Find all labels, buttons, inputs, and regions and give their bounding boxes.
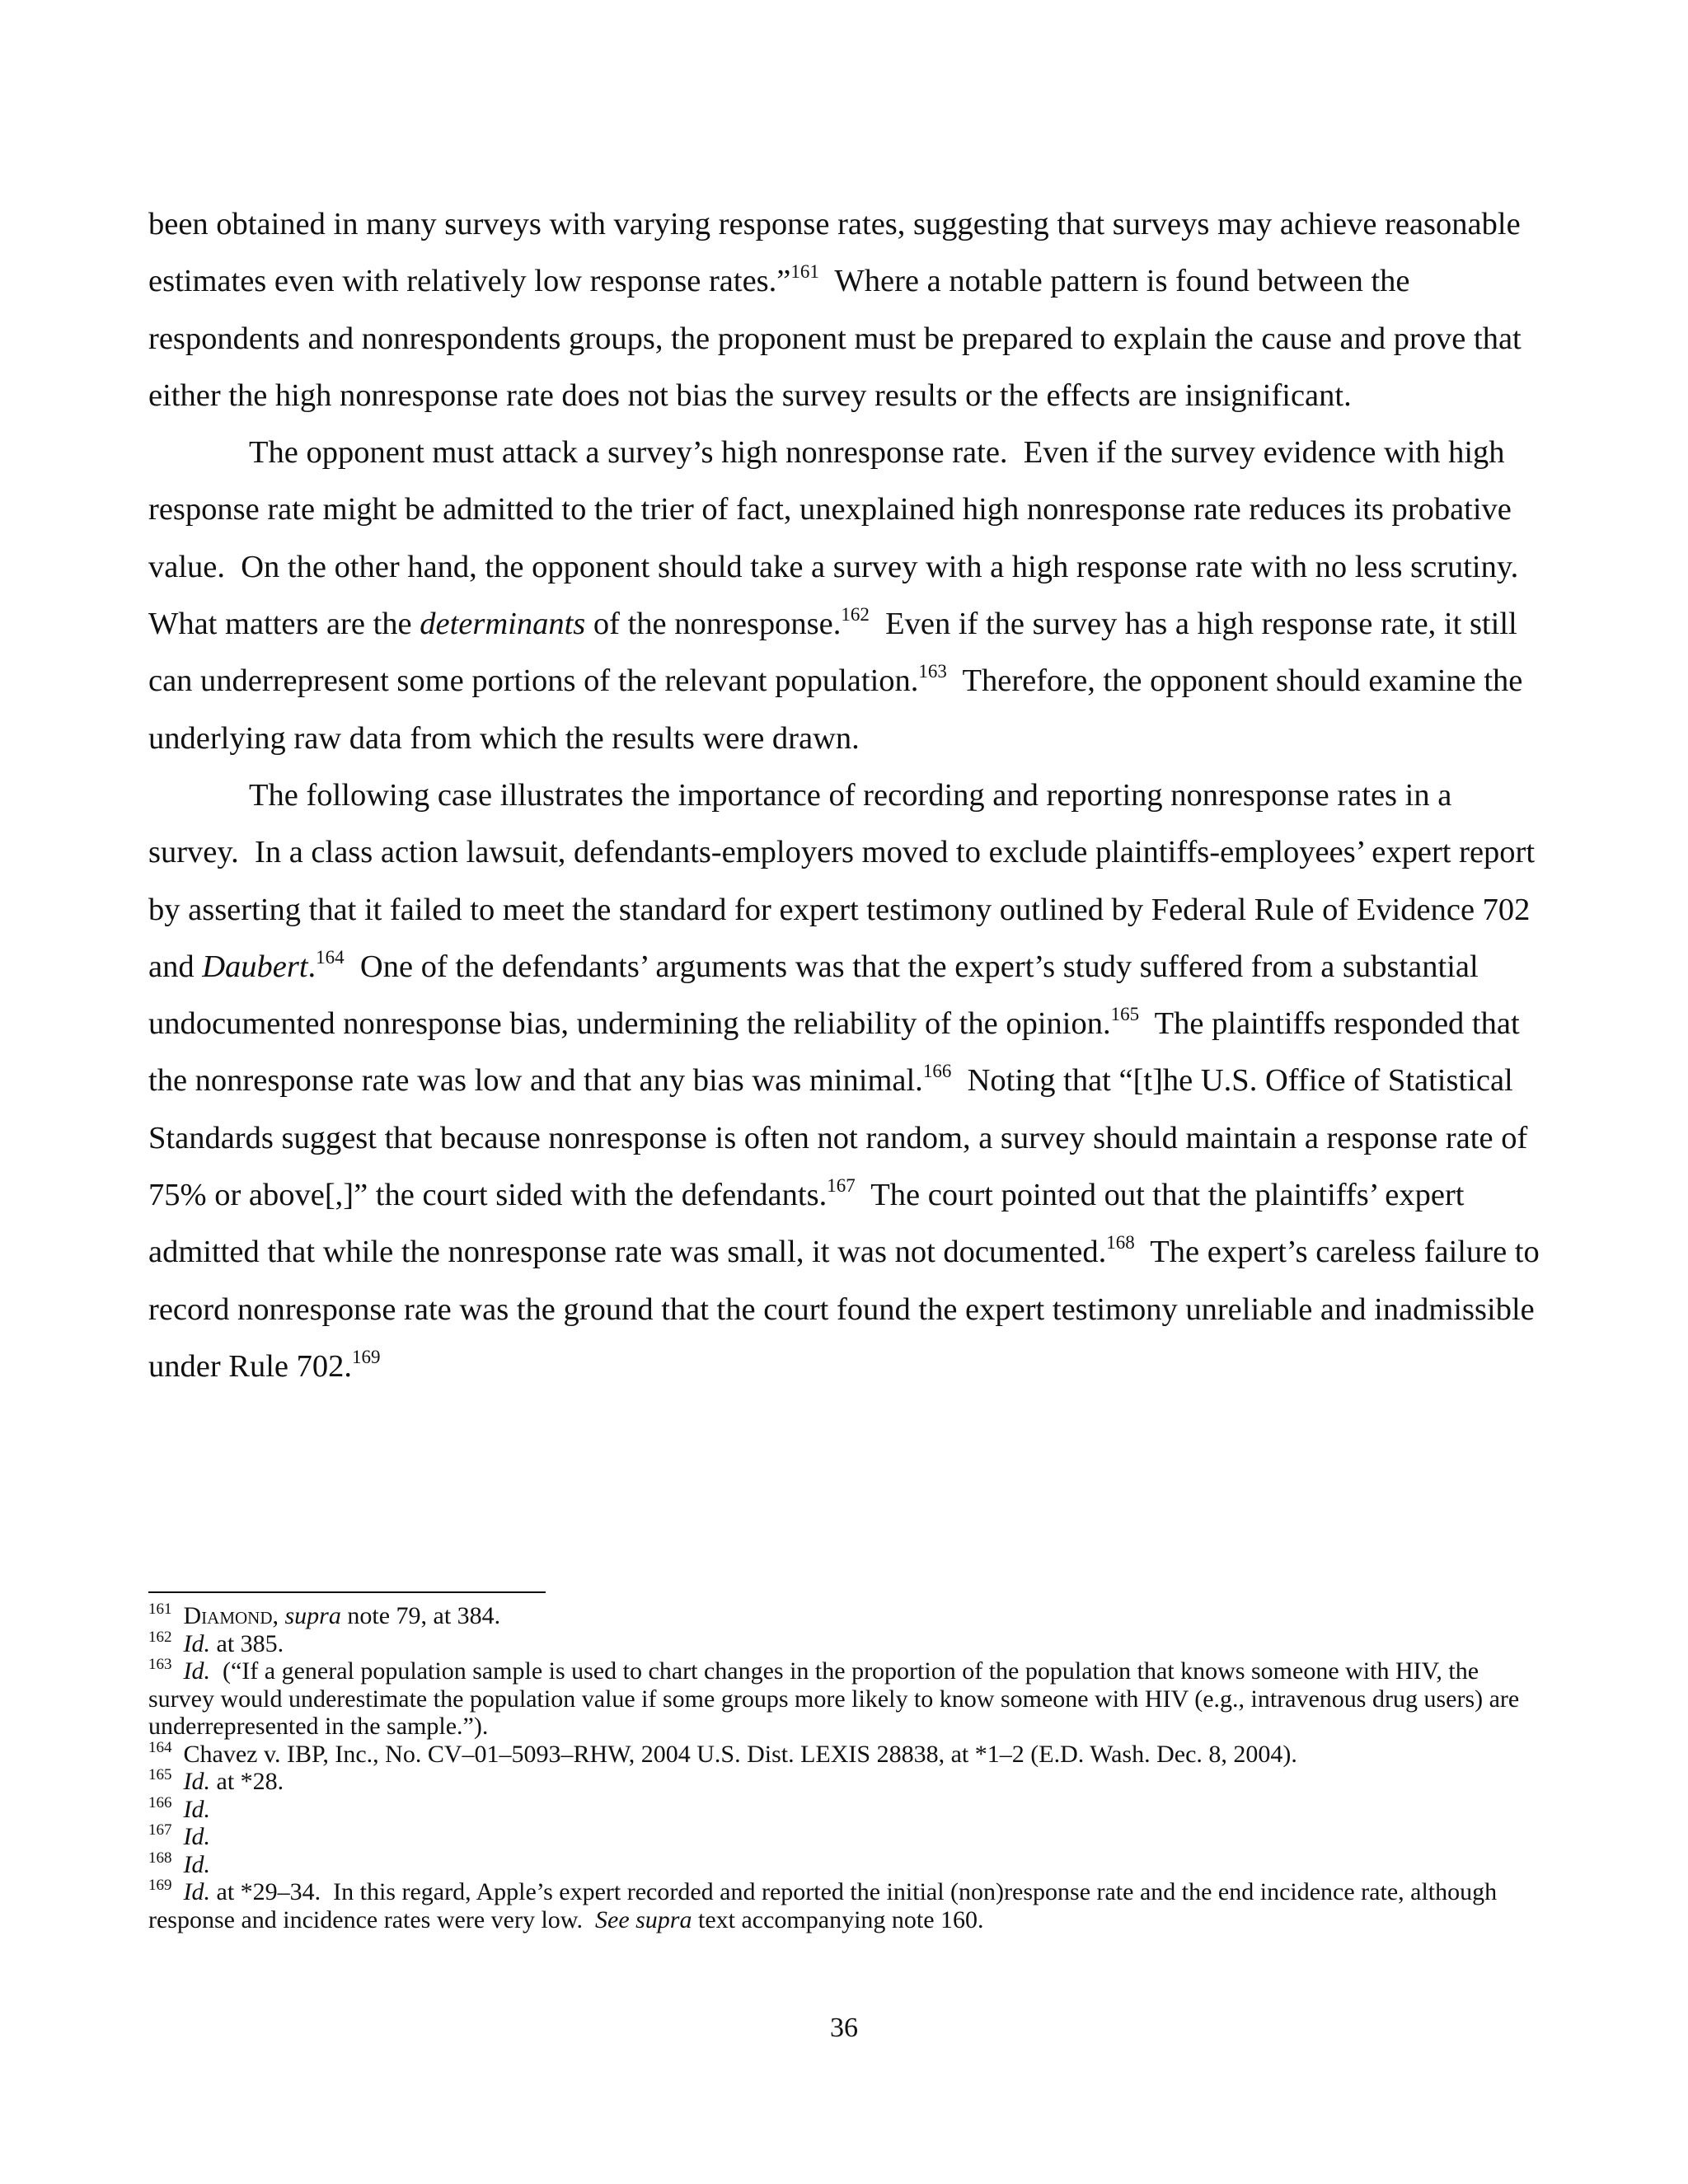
text-run: Chavez v. IBP, Inc., No. CV–01–5093–RHW, 2004 U.S. Dist. LEXIS 28838, at *1–2 (E.D. Wash. Dec. 8, 2004). bbox=[183, 1740, 1297, 1768]
footnote-separator bbox=[148, 1591, 546, 1593]
footnote-ref-161: 161 bbox=[790, 261, 819, 283]
text-run: (“If a general population sample is used to chart changes in the proportion of the population that knows someone with HIV, the survey would underestimate the population value if some groups more likely to know someone with HIV (e.g., intravenous drug users) are underrepresented in the sample.”). bbox=[148, 1657, 1526, 1740]
text-run: The following case illustrates the importance of recording and reporting nonresponse rates in a survey. In a class action lawsuit, defendants-employers moved to exclude plaintiffs-employees’ expert report by asserting that it failed to meet the standard for expert testimony outlined by Federal Rule of Evidence 702 and bbox=[148, 777, 1543, 984]
footnote-ref-168: 168 bbox=[1106, 1232, 1135, 1254]
footnote-169 bbox=[148, 1878, 1550, 1933]
footnote-167 bbox=[148, 1823, 1550, 1851]
footnote-162 bbox=[148, 1630, 1550, 1658]
footnote-161 bbox=[148, 1602, 1550, 1630]
text-run: of the nonresponse. bbox=[585, 607, 842, 642]
text-run: at *28. bbox=[210, 1768, 284, 1795]
case-name-daubert: Daubert bbox=[202, 949, 308, 984]
signal-italic: Id. bbox=[183, 1657, 210, 1685]
signal-italic: Id. bbox=[183, 1850, 210, 1878]
footnote-165 bbox=[148, 1768, 1550, 1796]
text-run: text accompanying note 160. bbox=[692, 1905, 984, 1933]
footnote-number: 166 bbox=[148, 1793, 172, 1811]
footnote-number: 164 bbox=[148, 1738, 172, 1756]
signal-italic: supra bbox=[284, 1602, 341, 1629]
text-run: at 385. bbox=[210, 1629, 284, 1657]
signal-italic: Id. bbox=[183, 1768, 210, 1795]
text-run: Noting that “[t]he U.S. Office of Statistical Standards suggest that because nonresponse is often not random, a survey should maintain a response rate of 75% or above[,]” the court sided with the defendants. bbox=[148, 1063, 1536, 1213]
signal-italic: Id. bbox=[183, 1629, 210, 1657]
footnote-number: 168 bbox=[148, 1849, 172, 1867]
text-run: Therefore, the opponent should examine the underlying raw data from which the results were drawn. bbox=[148, 663, 1531, 756]
paragraph-2 bbox=[148, 424, 1541, 767]
footnote-number: 165 bbox=[148, 1766, 172, 1783]
footnote-168 bbox=[148, 1851, 1550, 1879]
footnote-ref-167: 167 bbox=[827, 1175, 856, 1197]
text-run: note 79, at 384. bbox=[340, 1602, 501, 1629]
paragraph-1 bbox=[148, 196, 1541, 424]
text-run: The opponent must attack a survey’s high nonresponse rate. Even if the survey evidence with high response rate might be admitted to the trier of fact, unexplained high nonresponse rate reduces its probative value. On the other hand, the opponent should take a survey with a high response rate with no less scrutiny. What matters are the bbox=[148, 435, 1534, 642]
text-run: One of the defendants’ arguments was that the expert’s study suffered from a substantial undocumented nonresponse bias, undermining the reliability of the opinion. bbox=[148, 949, 1487, 1042]
footnote-ref-164: 164 bbox=[316, 946, 345, 968]
signal-italic: Id. bbox=[183, 1823, 210, 1850]
text-run: . bbox=[307, 949, 316, 984]
footnote-ref-162: 162 bbox=[841, 604, 870, 626]
text-run: at *29–34. In this regard, Apple’s expert recorded and reported the initial (non)response rate and the end incidence rate, although response and incidence rates were very low. bbox=[148, 1878, 1503, 1933]
text-run: The court pointed out that the plaintiffs’ expert admitted that while the nonresponse rate was small, it was not documented. bbox=[148, 1178, 1473, 1270]
footnote-163 bbox=[148, 1657, 1550, 1741]
footnote-number: 161 bbox=[148, 1601, 172, 1618]
page-number: 36 bbox=[830, 2013, 858, 2043]
emphasis-determinants: determinants bbox=[420, 607, 586, 642]
footnote-ref-166: 166 bbox=[922, 1061, 952, 1082]
text-run: Where a notable pattern is found between the respondents and nonrespondents groups, the proponent must be prepared to explain the cause and prove that either the high nonresponse rate does not bias the survey results or the effects are insignificant. bbox=[148, 264, 1530, 413]
text-run: The plaintiffs responded that the nonresponse rate was low and that any bias was minimal. bbox=[148, 1006, 1528, 1099]
footnote-ref-169: 169 bbox=[352, 1346, 381, 1367]
footnote-number: 163 bbox=[148, 1656, 172, 1673]
signal-italic: Id. bbox=[183, 1795, 210, 1823]
signal-italic: Id. bbox=[183, 1878, 210, 1905]
author-small-caps: Diamond bbox=[183, 1602, 273, 1629]
footnote-number: 167 bbox=[148, 1821, 172, 1839]
footnote-ref-165: 165 bbox=[1110, 1004, 1140, 1025]
text-run: Even if the survey has a high response rate, it still can underrepresent some portions of the relevant population. bbox=[148, 607, 1526, 699]
signal-italic: See supra bbox=[595, 1905, 692, 1933]
footnote-number: 162 bbox=[148, 1628, 172, 1646]
footnote-164 bbox=[148, 1738, 1550, 1769]
body-text bbox=[148, 196, 1548, 1395]
paragraph-3 bbox=[148, 767, 1548, 1395]
footnote-166 bbox=[148, 1793, 1550, 1824]
footnote-number: 169 bbox=[148, 1877, 172, 1894]
text-run: The expert’s careless failure to record nonresponse rate was the ground that the court found the expert testimony unreliable and inadmissible under Rule 702. bbox=[148, 1235, 1548, 1384]
footnotes bbox=[148, 1602, 1550, 1933]
footnote-ref-163: 163 bbox=[918, 661, 947, 682]
text-run: been obtained in many surveys with varying response rates, suggesting that surveys may achieve reasonable estimates even with relatively low response rates.” bbox=[148, 207, 1521, 299]
text-run: , bbox=[272, 1602, 285, 1629]
